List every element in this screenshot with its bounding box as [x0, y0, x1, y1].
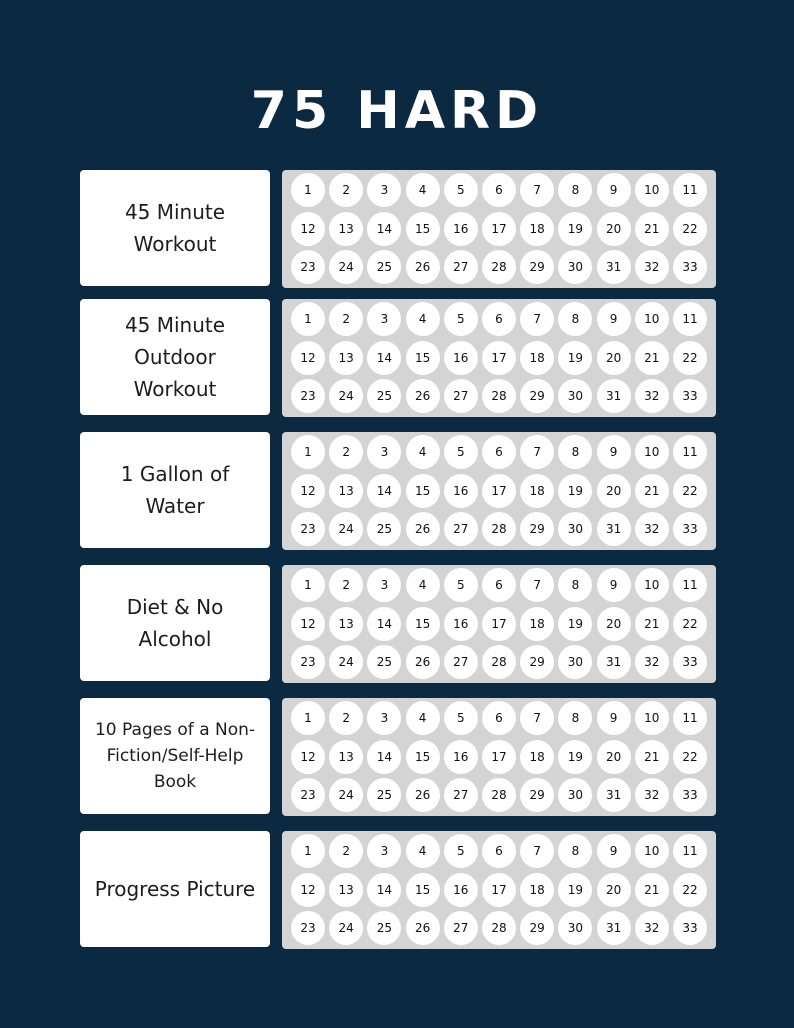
day-grid — [282, 698, 716, 816]
day-circle[interactable]: 26 — [406, 911, 440, 945]
day-circle[interactable]: 33 — [673, 778, 707, 812]
day-circle[interactable]: 6 — [482, 568, 516, 602]
day-circle[interactable]: 23 — [291, 379, 325, 413]
habit-label: 45 Minute Outdoor Workout — [80, 299, 270, 415]
day-circle[interactable]: 15 — [406, 607, 440, 641]
day-circle[interactable]: 1 — [291, 435, 325, 469]
day-circle[interactable]: 32 — [635, 250, 669, 284]
day-circle[interactable]: 21 — [635, 212, 669, 246]
day-circle[interactable]: 28 — [482, 778, 516, 812]
day-circle[interactable]: 26 — [406, 645, 440, 679]
day-circle[interactable]: 25 — [367, 512, 401, 546]
day-circle[interactable]: 4 — [406, 568, 440, 602]
day-circle[interactable]: 21 — [635, 873, 669, 907]
day-circle[interactable]: 7 — [520, 701, 554, 735]
day-circle[interactable]: 7 — [520, 568, 554, 602]
day-circle[interactable]: 16 — [444, 474, 478, 508]
day-circle[interactable]: 9 — [597, 568, 631, 602]
day-grid — [282, 432, 716, 550]
day-circle[interactable]: 13 — [329, 474, 363, 508]
day-circle[interactable]: 4 — [406, 435, 440, 469]
day-circle[interactable]: 12 — [291, 474, 325, 508]
day-circle[interactable]: 29 — [520, 512, 554, 546]
day-circle[interactable]: 6 — [482, 173, 516, 207]
day-circle[interactable]: 27 — [444, 250, 478, 284]
day-circle[interactable]: 31 — [597, 379, 631, 413]
day-circle[interactable]: 22 — [673, 740, 707, 774]
day-circle[interactable]: 30 — [558, 379, 592, 413]
day-circle[interactable]: 23 — [291, 512, 325, 546]
habit-row-reading — [80, 698, 716, 816]
day-circle[interactable]: 9 — [597, 834, 631, 868]
day-circle[interactable]: 10 — [635, 834, 669, 868]
day-circle[interactable]: 2 — [329, 173, 363, 207]
day-circle[interactable]: 15 — [406, 474, 440, 508]
day-circle[interactable]: 21 — [635, 607, 669, 641]
day-circle[interactable]: 32 — [635, 911, 669, 945]
day-circle[interactable]: 2 — [329, 568, 363, 602]
day-circle[interactable]: 15 — [406, 341, 440, 375]
day-circle[interactable]: 8 — [558, 834, 592, 868]
day-circle[interactable]: 10 — [635, 435, 669, 469]
day-circle[interactable]: 29 — [520, 379, 554, 413]
day-circle[interactable]: 32 — [635, 778, 669, 812]
day-circle[interactable]: 13 — [329, 740, 363, 774]
day-circle[interactable]: 27 — [444, 911, 478, 945]
day-circle[interactable]: 27 — [444, 379, 478, 413]
day-circle[interactable]: 5 — [444, 435, 478, 469]
day-circle[interactable]: 19 — [558, 873, 592, 907]
day-circle[interactable]: 3 — [367, 701, 401, 735]
day-circle[interactable]: 14 — [367, 607, 401, 641]
day-circle[interactable]: 1 — [291, 173, 325, 207]
day-circle[interactable]: 8 — [558, 701, 592, 735]
day-circle[interactable]: 32 — [635, 645, 669, 679]
day-circle[interactable]: 18 — [520, 474, 554, 508]
day-circle[interactable]: 28 — [482, 379, 516, 413]
day-circle[interactable]: 33 — [673, 645, 707, 679]
day-circle[interactable]: 19 — [558, 341, 592, 375]
day-circle[interactable]: 11 — [673, 173, 707, 207]
day-grid — [282, 170, 716, 288]
day-circle[interactable]: 20 — [597, 474, 631, 508]
day-circle[interactable]: 27 — [444, 645, 478, 679]
day-circle[interactable]: 8 — [558, 435, 592, 469]
day-circle[interactable]: 26 — [406, 250, 440, 284]
day-circle[interactable]: 11 — [673, 302, 707, 336]
day-circle[interactable]: 29 — [520, 778, 554, 812]
day-circle[interactable]: 14 — [367, 212, 401, 246]
day-circle[interactable]: 8 — [558, 568, 592, 602]
day-circle[interactable]: 25 — [367, 778, 401, 812]
day-circle[interactable]: 20 — [597, 740, 631, 774]
day-circle[interactable]: 2 — [329, 834, 363, 868]
day-circle[interactable]: 1 — [291, 568, 325, 602]
day-circle[interactable]: 33 — [673, 512, 707, 546]
day-circle[interactable]: 12 — [291, 212, 325, 246]
day-circle[interactable]: 14 — [367, 740, 401, 774]
day-circle[interactable]: 17 — [482, 212, 516, 246]
day-circle[interactable]: 26 — [406, 512, 440, 546]
day-circle[interactable]: 25 — [367, 911, 401, 945]
day-circle[interactable]: 3 — [367, 302, 401, 336]
day-circle[interactable]: 23 — [291, 778, 325, 812]
day-circle[interactable]: 5 — [444, 701, 478, 735]
day-circle[interactable]: 17 — [482, 474, 516, 508]
day-circle[interactable]: 20 — [597, 607, 631, 641]
day-circle[interactable]: 4 — [406, 302, 440, 336]
day-circle[interactable]: 9 — [597, 701, 631, 735]
day-circle[interactable]: 21 — [635, 474, 669, 508]
habit-label: Progress Picture — [80, 831, 270, 947]
day-circle[interactable]: 14 — [367, 873, 401, 907]
day-circle[interactable]: 24 — [329, 645, 363, 679]
day-circle[interactable]: 3 — [367, 834, 401, 868]
day-circle[interactable]: 11 — [673, 435, 707, 469]
day-circle[interactable]: 4 — [406, 173, 440, 207]
day-circle[interactable]: 17 — [482, 873, 516, 907]
day-circle[interactable]: 25 — [367, 645, 401, 679]
day-circle[interactable]: 11 — [673, 701, 707, 735]
day-circle[interactable]: 25 — [367, 379, 401, 413]
day-circle[interactable]: 20 — [597, 212, 631, 246]
habit-row-diet — [80, 565, 716, 683]
day-circle[interactable]: 12 — [291, 873, 325, 907]
day-circle[interactable]: 15 — [406, 740, 440, 774]
day-circle[interactable]: 26 — [406, 778, 440, 812]
habit-row-workout — [80, 170, 716, 288]
day-circle[interactable]: 17 — [482, 607, 516, 641]
day-circle[interactable]: 30 — [558, 512, 592, 546]
day-circle[interactable]: 14 — [367, 474, 401, 508]
day-circle[interactable]: 31 — [597, 512, 631, 546]
day-circle[interactable]: 27 — [444, 778, 478, 812]
day-circle[interactable]: 10 — [635, 568, 669, 602]
day-circle[interactable]: 20 — [597, 873, 631, 907]
day-circle[interactable]: 18 — [520, 341, 554, 375]
day-circle[interactable]: 5 — [444, 302, 478, 336]
day-circle[interactable]: 22 — [673, 873, 707, 907]
day-grid — [282, 299, 716, 417]
day-circle[interactable]: 5 — [444, 568, 478, 602]
day-circle[interactable]: 14 — [367, 341, 401, 375]
day-circle[interactable]: 13 — [329, 607, 363, 641]
day-circle[interactable]: 31 — [597, 645, 631, 679]
day-circle[interactable]: 1 — [291, 834, 325, 868]
day-circle[interactable]: 3 — [367, 435, 401, 469]
day-circle[interactable]: 19 — [558, 740, 592, 774]
day-circle[interactable]: 24 — [329, 911, 363, 945]
day-circle[interactable]: 31 — [597, 250, 631, 284]
day-circle[interactable]: 33 — [673, 250, 707, 284]
habit-label: 1 Gallon of Water — [80, 432, 270, 548]
day-grid — [282, 831, 716, 949]
day-circle[interactable]: 29 — [520, 645, 554, 679]
day-circle[interactable]: 22 — [673, 212, 707, 246]
habit-row-water — [80, 432, 716, 550]
day-circle[interactable]: 20 — [597, 341, 631, 375]
day-circle[interactable]: 10 — [635, 701, 669, 735]
day-circle[interactable]: 16 — [444, 873, 478, 907]
day-circle[interactable]: 33 — [673, 379, 707, 413]
day-circle[interactable]: 10 — [635, 173, 669, 207]
day-circle[interactable]: 11 — [673, 834, 707, 868]
habit-label: 45 Minute Workout — [80, 170, 270, 286]
day-circle[interactable]: 30 — [558, 645, 592, 679]
day-circle[interactable]: 18 — [520, 212, 554, 246]
day-circle[interactable]: 29 — [520, 911, 554, 945]
day-circle[interactable]: 7 — [520, 173, 554, 207]
day-circle[interactable]: 32 — [635, 512, 669, 546]
day-circle[interactable]: 4 — [406, 834, 440, 868]
day-circle[interactable]: 24 — [329, 512, 363, 546]
habit-row-outdoor-workout — [80, 299, 716, 417]
day-circle[interactable]: 24 — [329, 379, 363, 413]
day-circle[interactable]: 22 — [673, 607, 707, 641]
day-circle[interactable]: 25 — [367, 250, 401, 284]
day-circle[interactable]: 2 — [329, 302, 363, 336]
day-circle[interactable]: 13 — [329, 341, 363, 375]
day-circle[interactable]: 28 — [482, 512, 516, 546]
day-circle[interactable]: 17 — [482, 341, 516, 375]
day-circle[interactable]: 30 — [558, 911, 592, 945]
day-circle[interactable]: 3 — [367, 173, 401, 207]
day-circle[interactable]: 23 — [291, 250, 325, 284]
day-circle[interactable]: 1 — [291, 701, 325, 735]
day-circle[interactable]: 23 — [291, 645, 325, 679]
day-circle[interactable]: 24 — [329, 778, 363, 812]
day-circle[interactable]: 8 — [558, 173, 592, 207]
day-circle[interactable]: 18 — [520, 607, 554, 641]
day-circle[interactable]: 1 — [291, 302, 325, 336]
day-circle[interactable]: 30 — [558, 778, 592, 812]
day-circle[interactable]: 7 — [520, 302, 554, 336]
day-circle[interactable]: 19 — [558, 474, 592, 508]
day-circle[interactable]: 19 — [558, 607, 592, 641]
day-circle[interactable]: 7 — [520, 435, 554, 469]
day-circle[interactable]: 29 — [520, 250, 554, 284]
day-circle[interactable]: 28 — [482, 250, 516, 284]
day-circle[interactable]: 13 — [329, 873, 363, 907]
day-circle[interactable]: 28 — [482, 911, 516, 945]
habit-label: Diet & No Alcohol — [80, 565, 270, 681]
day-circle[interactable]: 16 — [444, 212, 478, 246]
day-circle[interactable]: 6 — [482, 302, 516, 336]
day-circle[interactable]: 22 — [673, 474, 707, 508]
day-circle[interactable]: 6 — [482, 834, 516, 868]
day-circle[interactable]: 6 — [482, 435, 516, 469]
day-circle[interactable]: 19 — [558, 212, 592, 246]
day-circle[interactable]: 23 — [291, 911, 325, 945]
day-circle[interactable]: 15 — [406, 873, 440, 907]
day-circle[interactable]: 3 — [367, 568, 401, 602]
day-circle[interactable]: 8 — [558, 302, 592, 336]
day-circle[interactable]: 30 — [558, 250, 592, 284]
day-circle[interactable]: 9 — [597, 435, 631, 469]
day-grid — [282, 565, 716, 683]
day-circle[interactable]: 31 — [597, 911, 631, 945]
day-circle[interactable]: 9 — [597, 302, 631, 336]
day-circle[interactable]: 26 — [406, 379, 440, 413]
day-circle[interactable]: 10 — [635, 302, 669, 336]
day-circle[interactable]: 2 — [329, 435, 363, 469]
day-circle[interactable]: 16 — [444, 607, 478, 641]
day-circle[interactable]: 18 — [520, 740, 554, 774]
day-circle[interactable]: 21 — [635, 740, 669, 774]
day-circle[interactable]: 6 — [482, 701, 516, 735]
page-title: 75 HARD — [250, 81, 544, 141]
day-circle[interactable]: 2 — [329, 701, 363, 735]
day-circle[interactable]: 33 — [673, 911, 707, 945]
day-circle[interactable]: 7 — [520, 834, 554, 868]
day-circle[interactable]: 24 — [329, 250, 363, 284]
day-circle[interactable]: 5 — [444, 173, 478, 207]
day-circle[interactable]: 17 — [482, 740, 516, 774]
habit-label: 10 Pages of a Non-Fiction/Self-Help Book — [80, 698, 270, 814]
day-circle[interactable]: 12 — [291, 607, 325, 641]
day-circle[interactable]: 12 — [291, 341, 325, 375]
day-circle[interactable]: 15 — [406, 212, 440, 246]
day-circle[interactable]: 22 — [673, 341, 707, 375]
day-circle[interactable]: 11 — [673, 568, 707, 602]
day-circle[interactable]: 12 — [291, 740, 325, 774]
day-circle[interactable]: 4 — [406, 701, 440, 735]
day-circle[interactable]: 13 — [329, 212, 363, 246]
habit-row-progress-picture — [80, 831, 716, 949]
day-circle[interactable]: 21 — [635, 341, 669, 375]
day-circle[interactable]: 27 — [444, 512, 478, 546]
day-circle[interactable]: 32 — [635, 379, 669, 413]
day-circle[interactable]: 31 — [597, 778, 631, 812]
day-circle[interactable]: 9 — [597, 173, 631, 207]
day-circle[interactable]: 18 — [520, 873, 554, 907]
day-circle[interactable]: 16 — [444, 740, 478, 774]
day-circle[interactable]: 28 — [482, 645, 516, 679]
day-circle[interactable]: 5 — [444, 834, 478, 868]
day-circle[interactable]: 16 — [444, 341, 478, 375]
